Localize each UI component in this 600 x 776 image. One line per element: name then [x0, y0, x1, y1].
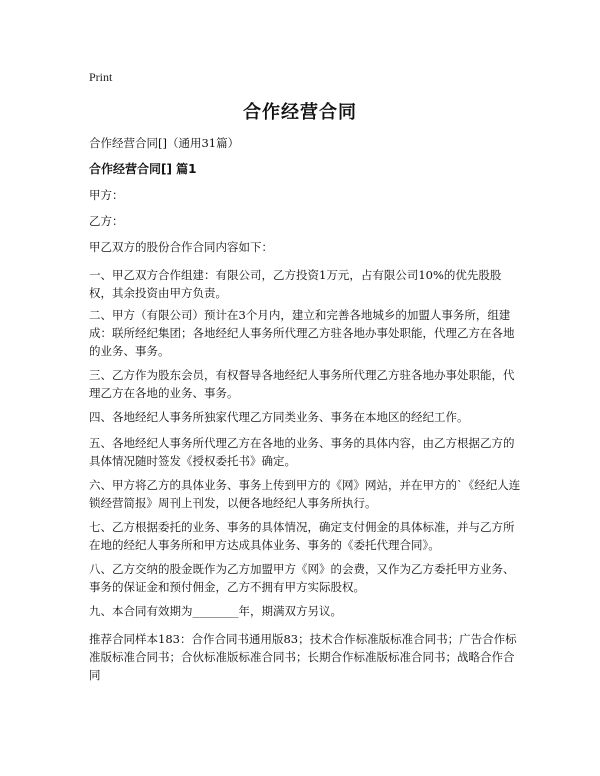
party-b: 乙方：	[89, 214, 124, 228]
clause-6: 六、甲方将乙方的具体业务、事务上传到甲方的《网》网站，并在甲方的`《经纪人连锁经营简报》周刊上刊发，以便各地经纪人事务所执行。	[89, 478, 521, 510]
section-heading: 合作经营合同[] 篇1	[89, 162, 197, 176]
clause-1: 一、甲乙双方合作组建：有限公司，乙方投资1万元，占有限公司10%的优先股股权，其余投资由甲方负责。	[89, 268, 502, 300]
intro: 甲乙双方的股份合作合同内容如下：	[89, 240, 273, 254]
clause-4: 四、各地经纪人事务所独家代理乙方同类业务、事务在本地区的经纪工作。	[89, 410, 469, 424]
document-title: 合作经营合同	[243, 102, 357, 123]
clause-3: 三、乙方作为股东会员，有权督导各地经纪人事务所代理乙方驻各地办事处职能，代理乙方在各地的业务、事务。	[89, 368, 515, 400]
clause-7: 七、乙方根据委托的业务、事务的具体情况，确定支付佣金的具体标准，并与乙方所在地的经纪人事务所和甲方达成具体业务、事务的《委托代理合同》。	[89, 520, 515, 552]
recommended-contracts: 推荐合同样本183：合作合同书通用版83；技术合作标准版标准合同书；广告合作标准版标准合同书；合伙标准版标准合同书；长期合作标准版标准合同书；战略合作合同	[89, 632, 517, 682]
clause-8: 八、乙方交纳的股金既作为乙方加盟甲方《网》的会费，又作为乙方委托甲方业务、事务的保证金和预付佣金，乙方不拥有甲方实际股权。	[89, 562, 515, 594]
clause-5: 五、各地经纪人事务所代理乙方在各地的业务、事务的具体内容，由乙方根据乙方的具体情况随时签发《授权委托书》确定。	[89, 436, 515, 468]
clause-9: 九、本合同有效期为________年，期满双方另议。	[89, 604, 342, 618]
subtitle: 合作经营合同[]（通用31篇）	[89, 136, 240, 150]
clause-2: 二、甲方（有限公司）预计在3个月内，建立和完善各地城乡的加盟人事务所，组建成：联所经纪集团；各地经纪人事务所代理乙方驻各地办事处职能，代理乙方在各地的业务、事务。	[89, 308, 515, 358]
party-a: 甲方：	[89, 188, 124, 202]
print-label: Print	[89, 70, 113, 84]
